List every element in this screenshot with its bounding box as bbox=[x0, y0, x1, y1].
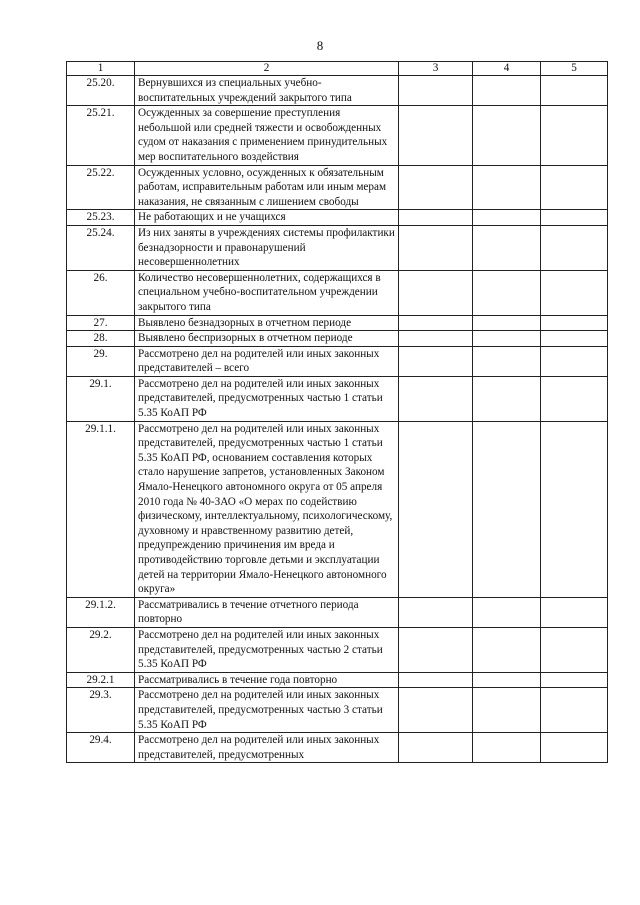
value-cell-5 bbox=[541, 597, 608, 627]
value-cell-4 bbox=[473, 597, 541, 627]
row-indicator-cell: Выявлено безнадзорных в отчетном периоде bbox=[135, 315, 399, 331]
value-cell-5 bbox=[541, 165, 608, 210]
value-cell-5 bbox=[541, 672, 608, 688]
value-cell-3 bbox=[399, 106, 473, 165]
value-cell-4 bbox=[473, 331, 541, 347]
value-cell-4 bbox=[473, 210, 541, 226]
row-number-cell: 29.4. bbox=[67, 733, 135, 763]
value-cell-3 bbox=[399, 733, 473, 763]
table-row bbox=[67, 76, 608, 106]
table-row bbox=[67, 733, 608, 763]
value-cell-5 bbox=[541, 210, 608, 226]
row-number-cell: 29.1.2. bbox=[67, 597, 135, 627]
value-cell-3 bbox=[399, 346, 473, 376]
row-indicator-cell: Выявлено беспризорных в отчетном периоде bbox=[135, 331, 399, 347]
value-cell-5 bbox=[541, 315, 608, 331]
value-cell-5 bbox=[541, 76, 608, 106]
row-number-cell: 25.22. bbox=[67, 165, 135, 210]
table-row bbox=[67, 421, 608, 597]
row-indicator-cell: Не работающих и не учащихся bbox=[135, 210, 399, 226]
value-cell-3 bbox=[399, 165, 473, 210]
table-row bbox=[67, 331, 608, 347]
page-number: 8 bbox=[316, 38, 324, 53]
value-cell-5 bbox=[541, 225, 608, 270]
header-cell-2: 2 bbox=[135, 62, 399, 76]
row-indicator-cell: Рассмотрено дел на родителей или иных законных представителей, предусмотренных bbox=[135, 733, 399, 763]
table-row bbox=[67, 165, 608, 210]
value-cell-3 bbox=[399, 270, 473, 315]
value-cell-5 bbox=[541, 627, 608, 672]
value-cell-4 bbox=[473, 225, 541, 270]
value-cell-4 bbox=[473, 106, 541, 165]
row-indicator-cell: Рассмотрено дел на родителей или иных законных представителей – всего bbox=[135, 346, 399, 376]
value-cell-5 bbox=[541, 331, 608, 347]
row-indicator-cell: Рассмотрено дел на родителей или иных законных представителей, предусмотренных частью 1 статьи 5.35 КоАП РФ, основанием составления которых стало нарушение запретов, установленных Законом Ямало-Ненецкого автономного округа от 05 апреля 2010 года № 40-ЗАО «О мерах по содействию физическому, интеллектуальному, психологическому, духовному и нравственному развитию детей, предупреждению причинения им вреда и противодействию торговле детьми и эксплуатации детей на территории Ямало-Ненецкого автономного округа» bbox=[135, 421, 399, 597]
row-indicator-cell: Осужденных условно, осужденных к обязательным работам, исправительным работам или иным мерам наказания, не связанным с лишением свободы bbox=[135, 165, 399, 210]
table-row bbox=[67, 210, 608, 226]
value-cell-3 bbox=[399, 376, 473, 421]
row-indicator-cell: Осужденных за совершение преступления небольшой или средней тяжести и освобожденных судом от наказания с применением принудительных мер воспитательного воздействия bbox=[135, 106, 399, 165]
value-cell-5 bbox=[541, 106, 608, 165]
table-row bbox=[67, 106, 608, 165]
header-cell-5: 5 bbox=[541, 62, 608, 76]
row-number-cell: 29.2.1 bbox=[67, 672, 135, 688]
row-indicator-cell: Количество несовершеннолетних, содержащихся в специальном учебно-воспитательном учреждении закрытого типа bbox=[135, 270, 399, 315]
value-cell-3 bbox=[399, 210, 473, 226]
header-cell-3: 3 bbox=[399, 62, 473, 76]
report-table bbox=[66, 61, 608, 763]
value-cell-3 bbox=[399, 421, 473, 597]
row-number-cell: 29.3. bbox=[67, 688, 135, 733]
value-cell-4 bbox=[473, 733, 541, 763]
value-cell-4 bbox=[473, 165, 541, 210]
value-cell-4 bbox=[473, 346, 541, 376]
row-number-cell: 25.20. bbox=[67, 76, 135, 106]
value-cell-4 bbox=[473, 376, 541, 421]
row-indicator-cell: Рассматривались в течение отчетного периода повторно bbox=[135, 597, 399, 627]
value-cell-4 bbox=[473, 672, 541, 688]
row-indicator-cell: Из них заняты в учреждениях системы профилактики безнадзорности и правонарушений несовершеннолетних bbox=[135, 225, 399, 270]
value-cell-4 bbox=[473, 315, 541, 331]
row-number-cell: 26. bbox=[67, 270, 135, 315]
row-indicator-cell: Рассмотрено дел на родителей или иных законных представителей, предусмотренных частью 1 статьи 5.35 КоАП РФ bbox=[135, 376, 399, 421]
table-row bbox=[67, 627, 608, 672]
table-row bbox=[67, 346, 608, 376]
row-number-cell: 29.1.1. bbox=[67, 421, 135, 597]
value-cell-3 bbox=[399, 597, 473, 627]
value-cell-5 bbox=[541, 688, 608, 733]
value-cell-4 bbox=[473, 627, 541, 672]
row-number-cell: 29. bbox=[67, 346, 135, 376]
row-number-cell: 27. bbox=[67, 315, 135, 331]
table-row bbox=[67, 376, 608, 421]
value-cell-5 bbox=[541, 421, 608, 597]
row-number-cell: 29.2. bbox=[67, 627, 135, 672]
value-cell-5 bbox=[541, 376, 608, 421]
value-cell-5 bbox=[541, 733, 608, 763]
row-number-cell: 25.21. bbox=[67, 106, 135, 165]
value-cell-3 bbox=[399, 76, 473, 106]
value-cell-3 bbox=[399, 331, 473, 347]
row-number-cell: 25.23. bbox=[67, 210, 135, 226]
row-number-cell: 25.24. bbox=[67, 225, 135, 270]
row-indicator-cell: Рассмотрено дел на родителей или иных законных представителей, предусмотренных частью 2 статьи 5.35 КоАП РФ bbox=[135, 627, 399, 672]
table-row bbox=[67, 315, 608, 331]
value-cell-5 bbox=[541, 346, 608, 376]
row-indicator-cell: Вернувшихся из специальных учебно-воспитательных учреждений закрытого типа bbox=[135, 76, 399, 106]
table-row bbox=[67, 270, 608, 315]
value-cell-5 bbox=[541, 270, 608, 315]
value-cell-3 bbox=[399, 627, 473, 672]
value-cell-3 bbox=[399, 688, 473, 733]
value-cell-3 bbox=[399, 315, 473, 331]
value-cell-4 bbox=[473, 688, 541, 733]
table-row bbox=[67, 225, 608, 270]
value-cell-4 bbox=[473, 270, 541, 315]
value-cell-3 bbox=[399, 225, 473, 270]
table-row bbox=[67, 597, 608, 627]
value-cell-3 bbox=[399, 672, 473, 688]
value-cell-4 bbox=[473, 76, 541, 106]
value-cell-4 bbox=[473, 421, 541, 597]
row-number-cell: 29.1. bbox=[67, 376, 135, 421]
table-row bbox=[67, 688, 608, 733]
table-header-row bbox=[67, 62, 608, 76]
header-cell-1: 1 bbox=[67, 62, 135, 76]
row-indicator-cell: Рассматривались в течение года повторно bbox=[135, 672, 399, 688]
header-cell-4: 4 bbox=[473, 62, 541, 76]
table-row bbox=[67, 672, 608, 688]
row-number-cell: 28. bbox=[67, 331, 135, 347]
row-indicator-cell: Рассмотрено дел на родителей или иных законных представителей, предусмотренных частью 3 статьи 5.35 КоАП РФ bbox=[135, 688, 399, 733]
